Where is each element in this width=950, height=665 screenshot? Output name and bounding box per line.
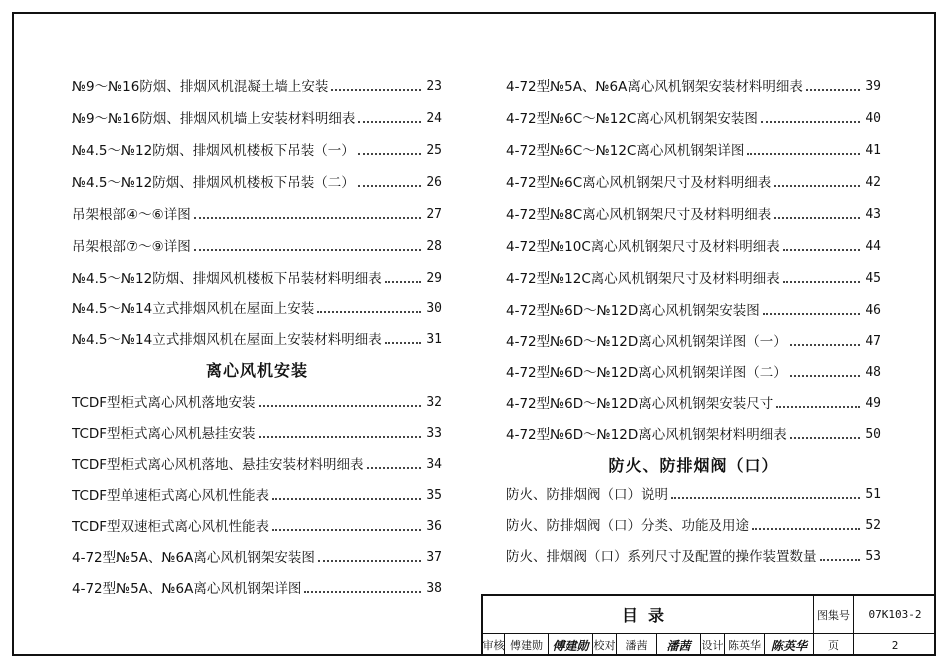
toc-entry-page: 34 [426, 457, 442, 472]
toc-entry[interactable] [72, 481, 442, 505]
toc-entry-title: №4.5～№12防烟、排烟风机楼板下吊装（一） [72, 143, 355, 159]
leader-dots [774, 184, 860, 187]
toc-entry-title: №4.5～№12防烟、排烟风机楼板下吊装材料明细表 [72, 271, 382, 287]
leader-dots [790, 436, 860, 439]
leader-dots [790, 343, 860, 346]
toc-entry-page: 33 [426, 426, 442, 441]
toc-entry-page: 41 [865, 143, 881, 158]
toc-entry-page: 42 [865, 175, 881, 190]
toc-entry[interactable] [72, 136, 442, 160]
toc-entry-title: №4.5～№14立式排烟风机在屋面上安装 [72, 301, 315, 317]
leader-dots [385, 280, 421, 283]
toc-entry[interactable] [72, 294, 442, 318]
atlas-number-label: 图集号 [814, 596, 854, 634]
checker-name: 潘茜 [617, 634, 657, 656]
toc-entry-page: 44 [865, 239, 881, 254]
leader-dots [783, 280, 860, 283]
toc-entry-page: 45 [865, 271, 881, 286]
leader-dots [776, 405, 860, 408]
reviewer-signature: 傅建勋 [549, 634, 593, 656]
design-label: 设计 [701, 634, 725, 656]
toc-entry-page: 53 [865, 549, 881, 564]
leader-dots [806, 88, 860, 91]
toc-entry[interactable] [72, 72, 442, 96]
toc-entry-page: 32 [426, 395, 442, 410]
toc-entry[interactable] [506, 358, 881, 382]
toc-entry[interactable] [506, 420, 881, 444]
toc-entry-page: 30 [426, 301, 442, 316]
toc-entry-title: 4-72型№6C～№12C离心风机钢架详图 [506, 143, 745, 159]
leader-dots [747, 152, 860, 155]
toc-entry[interactable] [506, 72, 881, 96]
leader-dots [318, 559, 421, 562]
toc-entry[interactable] [72, 232, 442, 256]
toc-entry-title: №9～№16防烟、排烟风机混凝土墙上安装 [72, 79, 329, 95]
check-label: 校对 [593, 634, 617, 656]
toc-entry-title: TCDF型双速柜式离心风机性能表 [72, 519, 270, 535]
toc-entry-page: 39 [865, 79, 881, 94]
toc-entry[interactable] [72, 450, 442, 474]
toc-entry-title: 防火、防排烟阀（口）分类、功能及用途 [506, 518, 749, 534]
toc-entry-title: TCDF型柜式离心风机落地安装 [72, 395, 256, 411]
toc-entry-title: TCDF型柜式离心风机悬挂安装 [72, 426, 256, 442]
leader-dots [820, 558, 861, 561]
page-label: 页 [814, 634, 854, 656]
toc-entry[interactable] [506, 542, 881, 566]
toc-entry-title: 4-72型№6D～№12D离心风机钢架材料明细表 [506, 427, 787, 443]
drawing-title: 目录 [483, 596, 814, 634]
leader-dots [367, 466, 421, 469]
leader-dots [358, 184, 421, 187]
toc-entry-page: 48 [865, 365, 881, 380]
toc-entry-page: 52 [865, 518, 881, 533]
reviewer-name: 傅建勋 [505, 634, 549, 656]
toc-entry-page: 28 [426, 239, 442, 254]
toc-entry-title: 吊架根部④～⑥详图 [72, 207, 191, 223]
toc-entry-title: 4-72型№6C离心风机钢架尺寸及材料明细表 [506, 175, 772, 191]
toc-entry[interactable] [72, 574, 442, 598]
toc-entry[interactable] [506, 232, 881, 256]
toc-entry[interactable] [506, 136, 881, 160]
toc-entry-title: №4.5～№14立式排烟风机在屋面上安装材料明细表 [72, 332, 382, 348]
leader-dots [358, 120, 421, 123]
toc-entry[interactable] [506, 264, 881, 288]
leader-dots [259, 404, 421, 407]
leader-dots [259, 435, 421, 438]
section-heading-centrifugal: 离心风机安装 [205, 361, 308, 380]
toc-entry-title: 4-72型№8C离心风机钢架尺寸及材料明细表 [506, 207, 772, 223]
leader-dots [761, 120, 860, 123]
toc-entry[interactable] [72, 388, 442, 412]
leader-dots [304, 590, 421, 593]
toc-entry[interactable] [72, 104, 442, 128]
leader-dots [385, 341, 421, 344]
toc-entry-title: 4-72型№6D～№12D离心风机钢架安装图 [506, 303, 760, 319]
toc-entry[interactable] [506, 168, 881, 192]
toc-entry-title: 防火、防排烟阀（口）说明 [506, 487, 668, 503]
toc-entry-page: 49 [865, 396, 881, 411]
toc-entry-title: 吊架根部⑦～⑨详图 [72, 239, 191, 255]
toc-entry[interactable] [506, 389, 881, 413]
toc-entry[interactable] [72, 168, 442, 192]
toc-entry-title: 4-72型№6C～№12C离心风机钢架安装图 [506, 111, 758, 127]
toc-entry-page: 43 [865, 207, 881, 222]
toc-entry[interactable] [72, 264, 442, 288]
toc-entry-page: 38 [426, 581, 442, 596]
toc-entry-title: №4.5～№12防烟、排烟风机楼板下吊装（二） [72, 175, 355, 191]
toc-entry-title: 4-72型№6D～№12D离心风机钢架安装尺寸 [506, 396, 774, 412]
leader-dots [272, 528, 421, 531]
leader-dots [671, 496, 860, 499]
toc-entry-title: 4-72型№5A、№6A离心风机钢架安装图 [72, 550, 315, 566]
toc-entry-page: 24 [426, 111, 442, 126]
designer-signature: 陈英华 [765, 634, 814, 656]
toc-entry-page: 51 [865, 487, 881, 502]
toc-entry-title: №9～№16防烟、排烟风机墙上安装材料明细表 [72, 111, 356, 127]
toc-entry[interactable] [72, 543, 442, 567]
title-block [481, 594, 936, 656]
toc-entry-title: TCDF型单速柜式离心风机性能表 [72, 488, 270, 504]
leader-dots [194, 248, 421, 251]
toc-entry-page: 26 [426, 175, 442, 190]
toc-entry[interactable] [72, 200, 442, 224]
review-label: 审核 [483, 634, 505, 656]
toc-entry[interactable] [72, 419, 442, 443]
toc-entry[interactable] [506, 480, 881, 504]
toc-entry-page: 27 [426, 207, 442, 222]
toc-entry-title: 4-72型№6D～№12D离心风机钢架详图（一） [506, 334, 787, 350]
toc-entry-page: 40 [865, 111, 881, 126]
leader-dots [194, 216, 421, 219]
toc-entry-page: 35 [426, 488, 442, 503]
toc-entry-page: 23 [426, 79, 442, 94]
toc-entry-page: 37 [426, 550, 442, 565]
toc-entry-page: 36 [426, 519, 442, 534]
leader-dots [752, 527, 860, 530]
toc-entry[interactable] [506, 200, 881, 224]
toc-entry-page: 29 [426, 271, 442, 286]
page-number: 2 [891, 638, 899, 652]
designer-name: 陈英华 [725, 634, 765, 656]
leader-dots [358, 152, 421, 155]
section-heading-dampers: 防火、防排烟阀（口） [608, 456, 779, 475]
leader-dots [317, 310, 421, 313]
toc-entry-page: 46 [865, 303, 881, 318]
toc-entry-title: 4-72型№10C离心风机钢架尺寸及材料明细表 [506, 239, 780, 255]
leader-dots [774, 216, 860, 219]
toc-entry-title: TCDF型柜式离心风机落地、悬挂安装材料明细表 [72, 457, 364, 473]
toc-entry[interactable] [506, 104, 881, 128]
toc-entry-page: 25 [426, 143, 442, 158]
leader-dots [272, 497, 421, 500]
toc-entry-title: 4-72型№12C离心风机钢架尺寸及材料明细表 [506, 271, 780, 287]
leader-dots [783, 248, 860, 251]
toc-entry[interactable] [506, 511, 881, 535]
checker-signature: 潘茜 [657, 634, 701, 656]
toc-entry[interactable] [506, 296, 881, 320]
toc-entry[interactable] [506, 327, 881, 351]
toc-entry-page: 47 [865, 334, 881, 349]
leader-dots [331, 88, 421, 91]
toc-entry-title: 4-72型№5A、№6A离心风机钢架详图 [72, 581, 302, 597]
leader-dots [763, 312, 860, 315]
leader-dots [790, 374, 860, 377]
toc-entry-page: 50 [865, 427, 881, 442]
toc-entry-title: 4-72型№6D～№12D离心风机钢架详图（二） [506, 365, 787, 381]
toc-entry[interactable] [72, 512, 442, 536]
toc-entry-page: 31 [426, 332, 442, 347]
toc-entry[interactable] [72, 325, 442, 349]
toc-entry-title: 防火、排烟阀（口）系列尺寸及配置的操作装置数量 [506, 549, 817, 565]
atlas-number: 07K103-2 [854, 596, 936, 634]
toc-entry-title: 4-72型№5A、№6A离心风机钢架安装材料明细表 [506, 79, 803, 95]
